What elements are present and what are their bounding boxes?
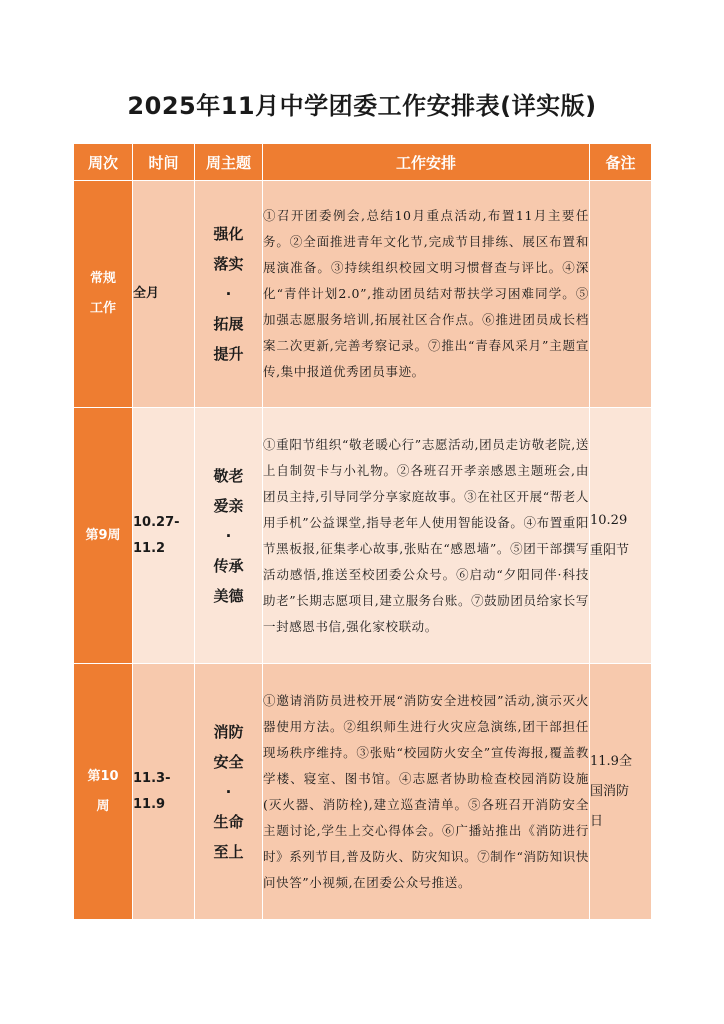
note-line: 重阳节 (590, 542, 630, 558)
theme-line: · (225, 526, 232, 545)
tasks-cell: ①召开团委例会,总结10月重点活动,布置11月主要任务。②全面推进青年文化节,完成节目排练、展区布置和展演准备。③持续组织校园文明习惯督查与评比。④深化“青伴计划2.0”,推动团员结对帮扶学习困难同学。⑤加强志愿服务培训,拓展社区合作点。⑥推进团员成长档案二次更新,完善考察记录。⑦推出“青春风采月”主题宣传,集中报道优秀团员事迹。 (263, 181, 590, 408)
theme-line: 消防 (213, 722, 244, 741)
time-line: 全月 (133, 286, 160, 301)
week-cell (74, 664, 133, 920)
header-week: 周次 (74, 144, 133, 181)
table-row (74, 664, 652, 920)
note-cell (590, 408, 652, 664)
time-line: 11.3- (133, 770, 171, 786)
theme-line: 安全 (213, 752, 244, 771)
note-line: 10.29 (590, 512, 628, 528)
week-line: 第9周 (85, 527, 121, 543)
table-row (74, 408, 652, 664)
week-cell (74, 181, 133, 408)
time-line: 11.9 (133, 796, 166, 812)
tasks-cell: ①邀请消防员进校开展“消防安全进校园”活动,演示灭火器使用方法。②组织师生进行火灾应急演练,团干部担任现场秩序维持。③张贴“校园防火安全”宣传海报,覆盖教学楼、寝室、图书馆。④志愿者协助检查校园消防设施(灭火器、消防栓),建立巡查清单。⑤各班召开消防安全主题讨论,学生上交心得体会。⑥广播站推出《消防进行时》系列节目,普及防火、防灾知识。⑦制作“消防知识快问快答”小视频,在团委公众号推送。 (263, 664, 590, 920)
theme-cell (195, 181, 263, 408)
time-line: 10.27- (133, 514, 180, 530)
week-line: 第10 (87, 768, 119, 784)
note-line: 国消防 (590, 783, 630, 799)
week-line: 周 (96, 798, 110, 814)
header-time: 时间 (133, 144, 195, 181)
theme-line: 生命 (213, 812, 244, 831)
theme-line: 传承 (213, 556, 244, 575)
time-cell (133, 408, 195, 664)
theme-line: 拓展 (213, 315, 244, 333)
theme-line: 美德 (213, 586, 244, 605)
theme-line: 至上 (213, 842, 244, 861)
header-tasks: 工作安排 (263, 144, 590, 181)
header-row (74, 144, 652, 181)
theme-line: · (225, 285, 232, 303)
theme-line: · (225, 782, 232, 801)
note-cell (590, 181, 652, 408)
theme-cell (195, 408, 263, 664)
schedule-table (73, 143, 652, 920)
note-line: 11.9全 (590, 753, 632, 769)
time-line: 11.2 (133, 540, 166, 556)
theme-line: 提升 (213, 345, 244, 363)
table-row (74, 181, 652, 408)
theme-line: 落实 (213, 255, 244, 273)
tasks-cell: ①重阳节组织“敬老暖心行”志愿活动,团员走访敬老院,送上自制贺卡与小礼物。②各班召开孝亲感恩主题班会,由团员主持,引导同学分享家庭故事。③在社区开展“帮老人用手机”公益课堂,指导老年人使用智能设备。④布置重阳节黑板报,征集孝心故事,张贴在“感恩墙”。⑤团干部撰写活动感悟,推送至校团委公众号。⑥启动“夕阳同伴·科技助老”长期志愿项目,建立服务台账。⑦鼓励团员给家长写一封感恩书信,强化家校联动。 (263, 408, 590, 664)
week-line: 工作 (89, 301, 116, 316)
theme-cell (195, 664, 263, 920)
header-theme: 周主题 (195, 144, 263, 181)
theme-line: 爱亲 (213, 496, 244, 515)
theme-line: 强化 (213, 225, 244, 243)
theme-line: 敬老 (213, 466, 244, 485)
note-line: 日 (590, 813, 604, 829)
note-cell (590, 664, 652, 920)
time-cell (133, 181, 195, 408)
time-cell (133, 664, 195, 920)
header-note: 备注 (590, 144, 652, 181)
week-line: 常规 (89, 271, 116, 286)
document-title: 2025年11月中学团委工作安排表(详实版) (127, 92, 597, 120)
week-cell (74, 408, 133, 664)
